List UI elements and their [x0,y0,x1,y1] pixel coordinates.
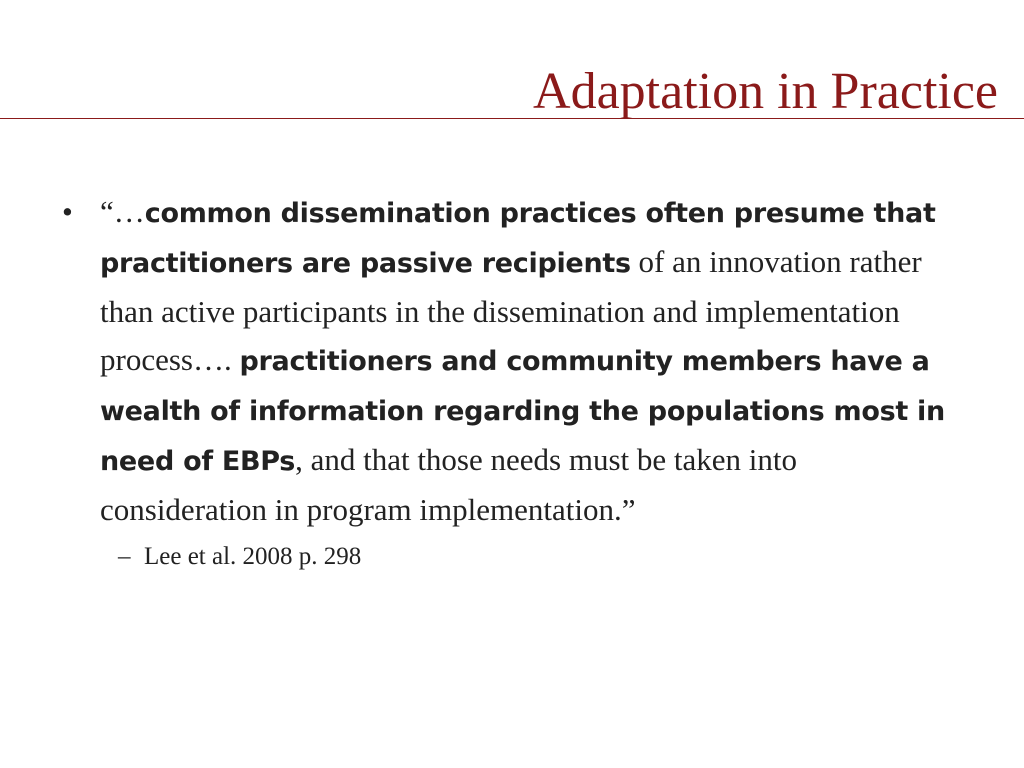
slide-body [62,188,982,574]
citation: Lee et al. 2008 p. 298 [144,543,362,570]
sub-bullet-dash-icon: – [118,543,131,570]
slide-title: Adaptation in Practice [533,63,998,120]
quote-open: “… [100,194,145,229]
bullet-dot-icon: • [62,194,73,229]
sub-bullet-item [62,540,982,574]
quote-text [100,188,970,534]
quote-bold-2: practitioners and community members have a wealth of information regarding the populations most in need of EBPs [100,346,945,477]
quote-normal-1: of an innovation rather than active participants in the dissemination and implementation process…. [100,244,922,377]
bullet-item [62,188,982,534]
quote-bold-1: common dissemination practices often presume that practitioners are passive recipients [100,198,936,279]
title-divider [0,118,1024,119]
quote-normal-2: , and that those needs must be taken into consideration in program implementation.” [100,442,797,527]
